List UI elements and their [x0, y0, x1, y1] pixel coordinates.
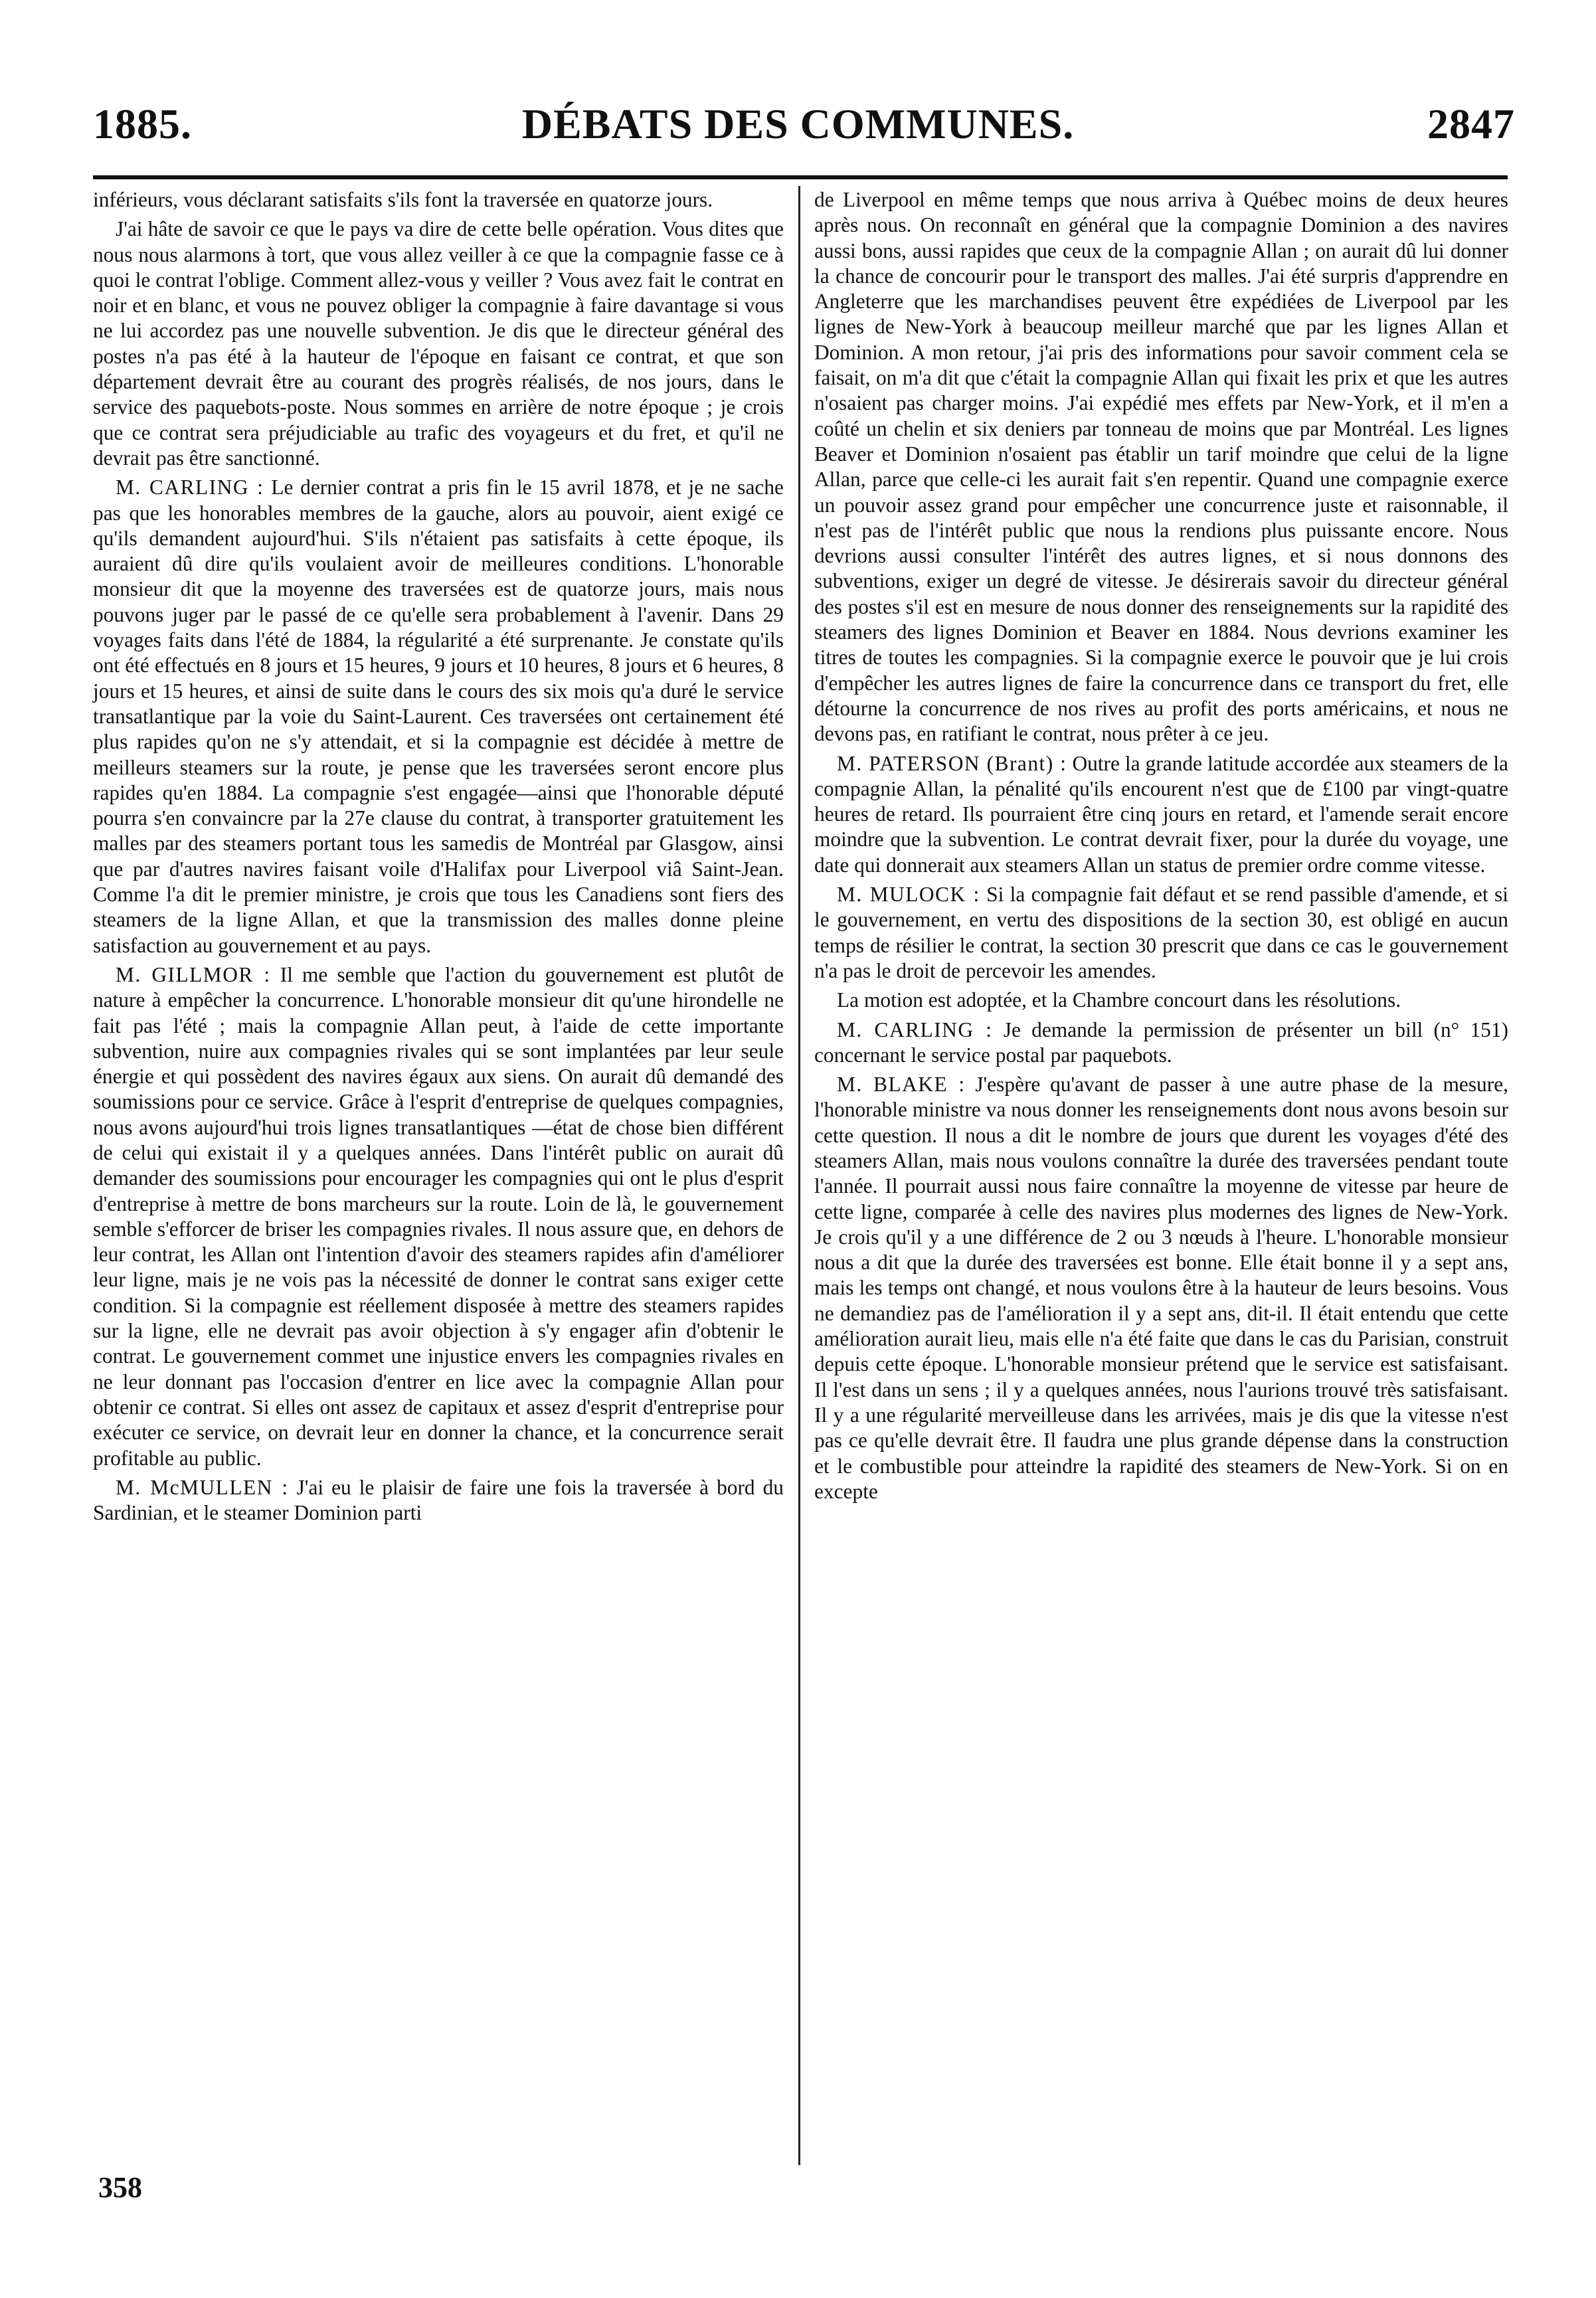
header-page-number: 2847 [1427, 100, 1515, 147]
paragraph: M. McMULLEN : J'ai eu le plaisir de faire une fois la traversée à bord du Sardinian, et le steamer Dominion parti [93, 1475, 784, 1525]
speaker-name: M. MULOCK : [837, 883, 980, 907]
paragraph: M. PATERSON (Brant) : Outre la grande latitude accordée aux steamers de la compagnie Allan, la pénalité qu'ils encourent n'est que de £100 par vingt-quatre heures de retard. Ils pourraient être cinq jours en retard, et l'amende serait encore moindre que la subvention. Le contrat devrait fixer, pour la durée du voyage, une date qui donnerait aux steamers Allan un status de premier ordre comme vitesse. [814, 751, 1508, 877]
paragraph: M. CARLING : Le dernier contrat a pris fin le 15 avril 1878, et je ne sache pas que les honorables membres de la gauche, alors au pouvoir, aient exigé ce qu'ils demandent aujourd'hui. S'ils n'étaient pas satisfaits à cette époque, ils auraient dû dire qu'ils voulaient avoir de meilleures conditions. L'honorable monsieur dit que la moyenne des traversées est de quatorze jours, mais nous pouvons juger par le passé de ce qu'elle sera probablement à l'avenir. Dans 29 voyages faits dans l'été de 1884, la régularité a été surprenante. Je constate qu'ils ont été effectués en 8 jours et 15 heures, 9 jours et 10 heures, 8 jours et 6 heures, 8 jours et 15 heures, et ainsi de suite dans le cours des six mois qu'a duré le service transatlantique par la voie du Saint-Laurent. Ces traversées ont certainement été plus rapides qu'on ne s'y attendait, et si la compagnie est décidée à mettre de meilleurs steamers sur la route, je pense que les traversées seront encore plus rapides qu'en 1884. La compagnie s'est engagée—ainsi que l'honorable député pourra s'en convaincre par la 27e clause du contrat, à transporter gratuitement les malles par des steamers portant tous les samedis de Montréal par Glasgow, ainsi que par d'autres navires faisant voile d'Halifax pour Liverpool viâ Saint-Jean. Comme l'a dit le premier ministre, je crois que tous les Canadiens sont fiers des steamers de la ligne Allan, et que la transmission des malles donne pleine satisfaction au gouvernement et au pays. [93, 476, 784, 957]
folio-number: 358 [98, 2171, 142, 2204]
speaker-name: M. McMULLEN : [116, 1475, 289, 1499]
right-column [814, 187, 1508, 1508]
paragraph: La motion est adoptée, et la Chambre concourt dans les résolutions. [837, 988, 1401, 1012]
speaker-name: M. BLAKE : [837, 1073, 966, 1097]
speaker-name: M. GILLMOR : [116, 962, 271, 986]
header-title: DÉBATS DES COMMUNES. [521, 100, 1075, 147]
paragraph: inférieurs, vous déclarant satisfaits s'ils font la traversée en quatorze jours. [93, 188, 713, 211]
left-column [93, 187, 784, 1530]
paragraph: J'ai hâte de savoir ce que le pays va dire de cette belle opération. Vous dites que nous nous alarmons à tort, que vous allez veiller à ce que la compagnie fasse ce à quoi le contrat l'oblige. Comment allez-vous y veiller ? Vous avez fait le contrat en noir et en blanc, et vous ne pouvez obliger la compagnie à faire davantage si vous ne lui accordez pas une nouvelle subvention. Je dis que le directeur général des postes n'a pas été à la hauteur de l'époque en faisant ce contrat, et que son département devrait être au courant des progrès réalisés, de nos jours, dans le service des paquebots-poste. Nous sommes en arrière de notre époque ; je crois que ce contrat sera préjudiciable au trafic des voyageurs et du fret, et qu'il ne devrait pas être sanctionné. [93, 217, 784, 470]
speaker-name: M. CARLING : [116, 476, 264, 499]
header-year: 1885. [93, 100, 192, 147]
header-rule [93, 175, 1508, 179]
paragraph: M. MULOCK : Si la compagnie fait défaut et se rend passible d'amende, et si le gouvernement, en vertu des dispositions de la section 30, est obligé en aucun temps de résilier le contrat, la section 30 prescrit que dans ce cas le gouvernement n'a pas le droit de percevoir les amendes. [814, 883, 1508, 982]
paragraph: M. GILLMOR : Il me semble que l'action du gouvernement est plutôt de nature à empêcher la concurrence. L'honorable monsieur dit qu'une hirondelle ne fait pas l'été ; mais la compagnie Allan peut, à l'aide de cette importante subvention, nuire aux compagnies rivales qui se sont implantées par leur seule énergie et qui possèdent des navires égaux aux siens. On aurait dû demandé des soumissions pour ce service. Grâce à l'esprit d'entreprise de quelques compagnies, nous avons aujourd'hui trois lignes transatlantiques —état de chose bien différent de celui qui existait il y a quelques années. Dans l'intérêt public on aurait dû demander des soumissions pour encourager les compagnies qui ont le plus d'esprit d'entreprise à mettre de bons marcheurs sur la route. Loin de là, le gouvernement semble s'efforcer de briser les compagnies rivales. Il nous assure que, en dehors de leur contrat, les Allan ont l'intention d'avoir des steamers rapides afin d'améliorer leur ligne, mais je ne vois pas la nécessité de donner le contrat sans exiger cette condition. Si la compagnie est réellement disposée à mettre des steamers rapides sur la ligne, elle ne devrait pas avoir objection à s'y engager afin d'obtenir le contrat. Le gouvernement commet une injustice envers les compagnies rivales en ne leur donnant pas l'occasion d'entrer en lice avec la compagnie Allan pour obtenir ce contrat. Si elles ont assez de capitaux et assez d'esprit d'entreprise pour exécuter ce service, on devrait leur en donner la chance, et la concurrence serait profitable au public. [93, 962, 784, 1470]
column-divider [798, 186, 800, 2165]
speaker-name: M. PATERSON (Brant) : [837, 751, 1067, 775]
paragraph: M. CARLING : Je demande la permission de présenter un bill (n° 151) concernant le service postal par paquebots. [814, 1017, 1508, 1067]
paragraph: de Liverpool en même temps que nous arriva à Québec moins de deux heures après nous. On reconnaît en général que la compagnie Dominion a des navires aussi bons, aussi rapides que ceux de la compagnie Allan ; on aurait dû lui donner la chance de concourir pour le transport des malles. J'ai été surpris d'apprendre en Angleterre que les marchandises peuvent être expédiées de Liverpool par les lignes de New-York à beaucoup meilleur marché que par les lignes Allan et Dominion. A mon retour, j'ai pris des informations pour savoir comment cela se faisait, on m'a dit que c'était la compagnie Allan qui fixait les prix et que les autres n'osaient pas charger moins. J'ai expédié mes effets par New-York, et il m'en a coûté un chelin et six deniers par tonneau de moins que par Montréal. Les lignes Beaver et Dominion n'osaient pas établir un tarif moindre que celui de la ligne Allan, parce que celle-ci les aurait fait s'en repentir. Quand une compagnie exerce un pouvoir assez grand pour empêcher une concurrence juste et raisonnable, il n'est pas de l'intérêt public que nous la rendions plus puissante encore. Nous devrions aussi consulter l'intérêt des autres lignes, et si nous donnons des subventions, exiger un degré de vitesse. Je désirerais savoir du directeur général des postes s'il est en mesure de nous donner des renseignements sur la rapidité des steamers des lignes Dominion et Beaver en 1884. Nous devrions examiner les titres de toutes les compagnies. Si la compagnie exerce le pouvoir que je lui crois d'empêcher les autres lignes de faire la concurrence dans ce transport du fret, elle détourne la concurrence de nos rives au profit des ports américains, et nous ne devons pas, en ratifiant le contrat, nous prêter à ce jeu. [814, 188, 1508, 746]
speaker-name: M. CARLING : [837, 1017, 993, 1041]
paragraph: M. BLAKE : J'espère qu'avant de passer à une autre phase de la mesure, l'honorable ministre va nous donner les renseignements dont nous avons besoin sur cette question. Il nous a dit le nombre de jours que durent les voyages d'été des steamers Allan, mais nous voulons connaître la durée des traversées pendant toute l'année. Il pourrait aussi nous faire connaître la moyenne de vitesse par heure de cette ligne, comparée à celle des navires plus modernes des lignes de New-York. Je crois qu'il y a une différence de 2 ou 3 nœuds à l'heure. L'honorable monsieur nous a dit que la durée des traversées est bonne. Elle était bonne il y a sept ans, mais les temps ont changé, et nous voulons être à la hauteur de leurs besoins. Vous ne demandiez pas de l'amélioration il y a sept ans, dit-il. Il était entendu que cette amélioration aurait lieu, mais elle n'a été faite que dans le cas du Parisian, construit depuis cette époque. L'honorable monsieur prétend que le service est satisfaisant. Il l'est dans un sens ; il y a quelques années, nous l'aurions trouvé très satisfaisant. Il y a une régularité merveilleuse dans les arrivées, mais je dis que la vitesse n'est pas ce qu'elle devrait être. Il faudra une plus grande dépense dans la construction et le combustible pour atteindre la rapidité des steamers de New-York. Si on en excepte [814, 1073, 1508, 1503]
